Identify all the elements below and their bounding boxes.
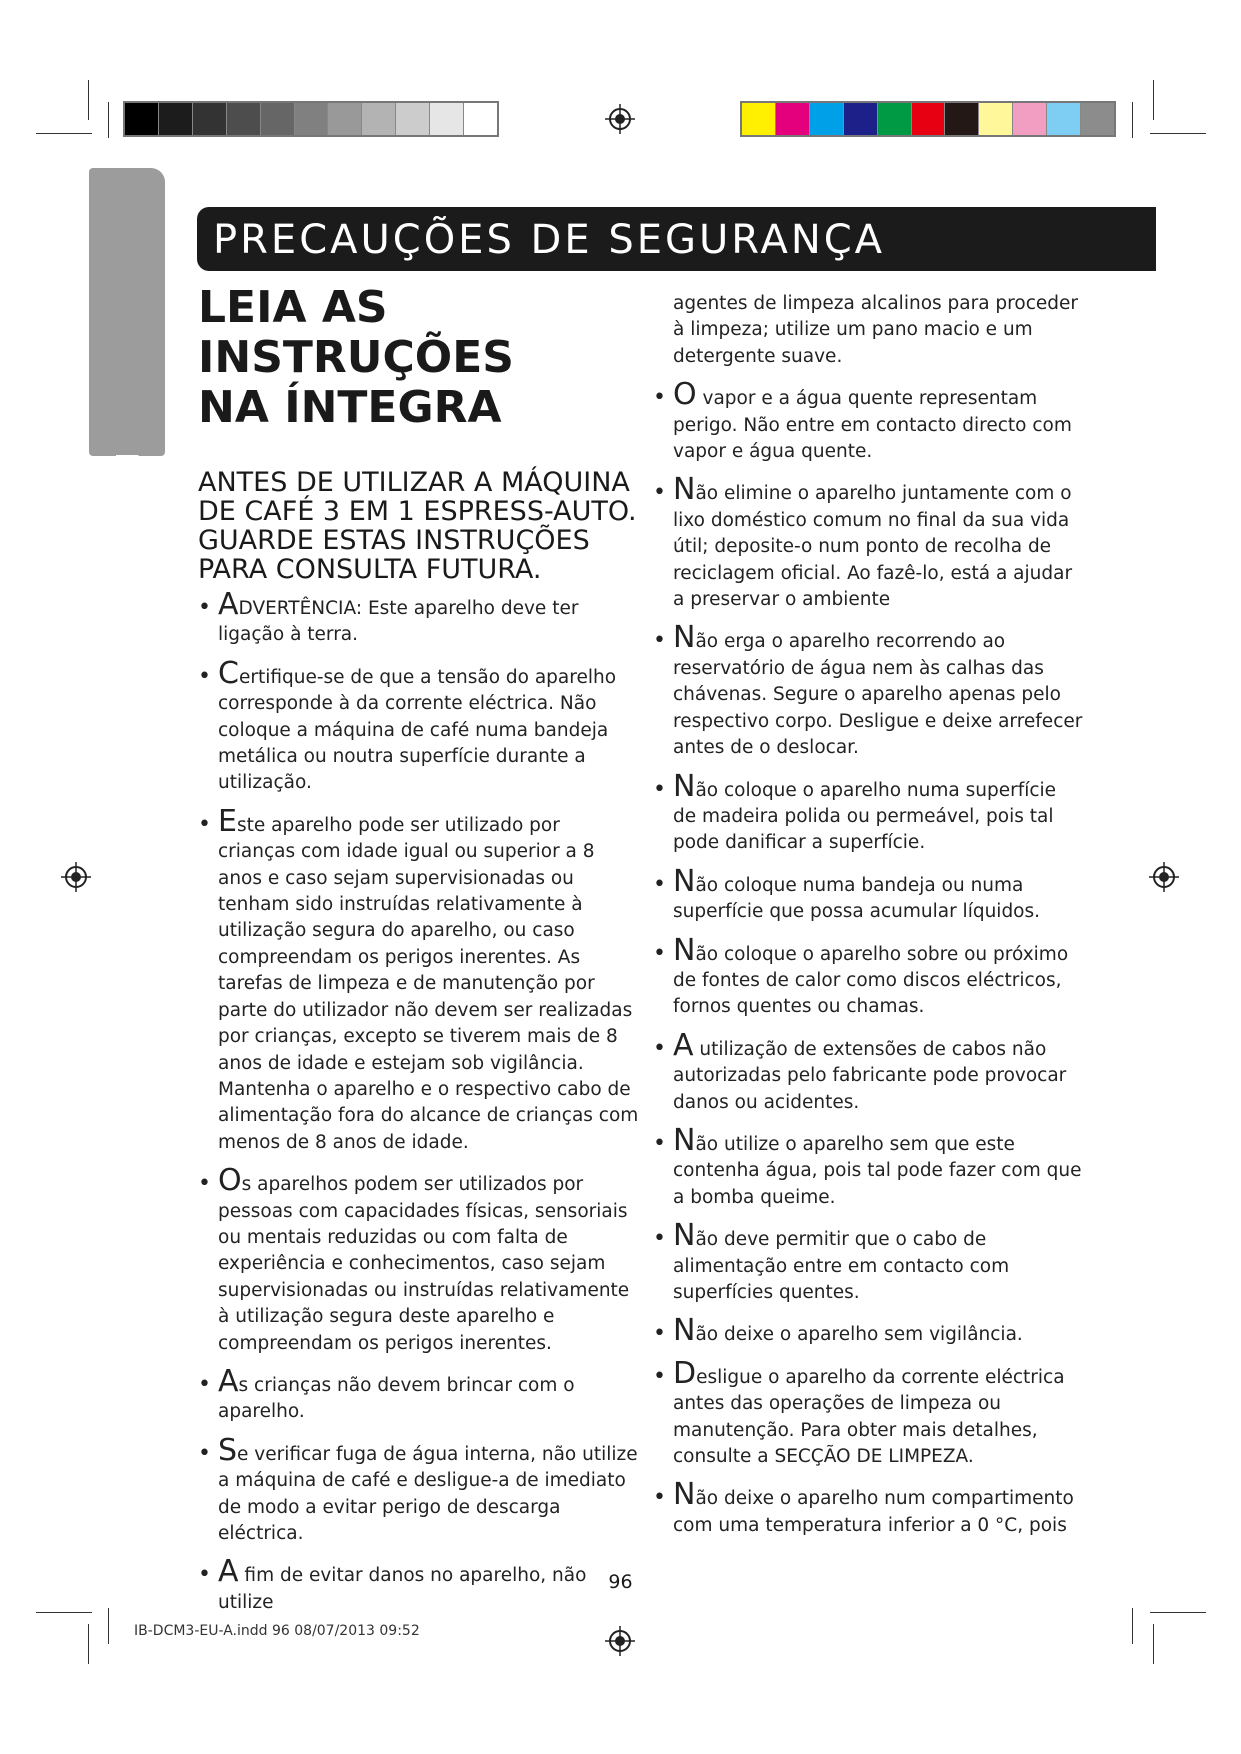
safety-item: • Não deixe o aparelho sem vigilância.: [653, 1318, 1083, 1348]
color-swatch: [125, 103, 159, 135]
main-title-line: NA ÍNTEGRA: [198, 382, 502, 433]
crop-mark: [36, 1612, 92, 1613]
crop-mark: [1150, 1612, 1206, 1613]
main-title-line: INSTRUÇÕES: [198, 332, 514, 383]
crop-mark: [36, 133, 92, 134]
print-slug: IB-DCM3-EU-A.indd 96 08/07/2013 09:52: [134, 1623, 420, 1639]
crop-mark: [1153, 80, 1154, 120]
color-swatch: [776, 103, 810, 135]
color-swatch: [878, 103, 912, 135]
main-title-line: LEIA AS: [198, 282, 388, 333]
main-title: [198, 283, 618, 433]
crop-mark: [1150, 133, 1206, 134]
subtitle: [198, 468, 648, 584]
registration-target-icon: [605, 1626, 635, 1656]
color-swatch: [945, 103, 979, 135]
safety-item: • A fim de evitar danos no aparelho, não utilize: [198, 1559, 640, 1616]
safety-item: • O vapor e a água quente representam perigo. Não entre em contacto directo com vapor e água quente.: [653, 382, 1083, 465]
registration-target-icon: [61, 862, 91, 892]
crop-mark: [108, 1608, 109, 1644]
safety-item: • Não coloque o aparelho sobre ou próximo de fontes de calor como discos eléctricos, fornos quentes ou chamas.: [653, 938, 1083, 1021]
safety-item: • Não utilize o aparelho sem que este contenha água, pois tal pode fazer com que a bomba queime.: [653, 1128, 1083, 1211]
crop-mark: [1132, 102, 1133, 138]
color-swatch: [295, 103, 329, 135]
safety-item: • Não deve permitir que o cabo de alimentação entre em contacto com superfícies quentes.: [653, 1223, 1083, 1306]
section-header: [197, 207, 1156, 271]
color-swatch: [810, 103, 844, 135]
safety-item: • Se verificar fuga de água interna, não utilize a máquina de café e desligue-a de imediato de modo a evitar perigo de descarga eléctrica.: [198, 1438, 640, 1548]
registration-target-icon: [1149, 862, 1179, 892]
color-swatch: [328, 103, 362, 135]
color-swatch: [193, 103, 227, 135]
color-swatch: [979, 103, 1013, 135]
subtitle-line: DE CAFÉ 3 EM 1 ESPRESS-AUTO.: [198, 496, 637, 527]
color-swatch: [844, 103, 878, 135]
subtitle-line: GUARDE ESTAS INSTRUÇÕES: [198, 525, 590, 556]
left-column: [198, 587, 640, 1628]
safety-item: • Não erga o aparelho recorrendo ao reservatório de água nem às calhas das chávenas. Segure o aparelho apenas pelo respectivo corpo. Desligue e deixe arrefecer antes de o deslocar.: [653, 625, 1083, 761]
safety-item: • As crianças não devem brincar com o aparelho.: [198, 1369, 640, 1426]
grayscale-color-bar: [123, 101, 499, 137]
right-column: [653, 291, 1083, 1551]
registration-target-icon: [605, 104, 635, 134]
color-swatch: [430, 103, 464, 135]
safety-item: • Os aparelhos podem ser utilizados por pessoas com capacidades físicas, sensoriais ou mentais reduzidas ou com falta de experiência e conhecimentos, caso sejam supervisionadas ou instruídas relativamente à utilização segura deste aparelho e compreendam os perigos inerentes.: [198, 1168, 640, 1357]
color-swatch: [227, 103, 261, 135]
safety-item: • Certifique-se de que a tensão do aparelho corresponde à da corrente eléctrica. Não coloque a máquina de café numa bandeja metálica ou noutra superfície durante a utilização.: [198, 661, 640, 797]
continued-paragraph: agentes de limpeza alcalinos para proceder à limpeza; utilize um pano macio e um detergente suave.: [673, 293, 1078, 367]
color-swatch: [1013, 103, 1047, 135]
safety-item: • Não elimine o aparelho juntamente com o lixo doméstico comum no final da sua vida útil; deposite-o num ponto de recolha de reciclagem oficial. Ao fazê-lo, está a ajudar a preservar o ambiente: [653, 477, 1083, 613]
crop-mark: [108, 102, 109, 138]
color-swatch: [742, 103, 776, 135]
color-swatch: [912, 103, 946, 135]
color-swatch: [464, 103, 497, 135]
color-swatch: [1047, 103, 1081, 135]
color-swatch: [261, 103, 295, 135]
crop-mark: [88, 1624, 89, 1664]
subtitle-line: PARA CONSULTA FUTURA.: [198, 554, 542, 585]
section-title: PRECAUÇÕES DE SEGURANÇA: [213, 217, 886, 263]
page-number: 96: [608, 1571, 633, 1593]
safety-item: • Desligue o aparelho da corrente eléctrica antes das operações de limpeza ou manutenção. Para obter mais detalhes, consulte a SECÇÃO DE LIMPEZA.: [653, 1361, 1083, 1471]
safety-item: • Não coloque o aparelho numa superfície de madeira polida ou permeável, pois tal pode danificar a superfície.: [653, 774, 1083, 857]
crop-mark: [88, 80, 89, 120]
color-swatch: [159, 103, 193, 135]
safety-item: • Este aparelho pode ser utilizado por crianças com idade igual ou superior a 8 anos e caso sejam supervisionadas ou tenham sido instruídas relativamente à utilização segura do aparelho, ou caso compreendam os perigos inerentes. As tarefas de limpeza e de manutenção por parte do utilizador não devem ser realizadas por crianças, excepto se tiverem mais de 8 anos de idade e estejam sob vigilância. Mantenha o aparelho e o respectivo cabo de alimentação fora do alcance de crianças com menos de 8 anos de idade.: [198, 809, 640, 1156]
safety-item: • Não coloque numa bandeja ou numa superfície que possa acumular líquidos.: [653, 869, 1083, 926]
language-code: PT: [108, 452, 143, 493]
process-color-bar: [740, 101, 1116, 137]
safety-item: • ADVERTÊNCIA: Este aparelho deve ter ligação à terra.: [198, 592, 640, 649]
safety-item: • Não deixe o aparelho num compartimento com uma temperatura inferior a 0 °C, pois: [653, 1482, 1083, 1539]
crop-mark: [1153, 1624, 1154, 1664]
language-tab: [89, 168, 165, 493]
color-swatch: [1081, 103, 1114, 135]
safety-item: • A utilização de extensões de cabos não autorizadas pelo fabricante pode provocar danos ou acidentes.: [653, 1033, 1083, 1116]
subtitle-line: ANTES DE UTILIZAR A MÁQUINA: [198, 467, 630, 498]
crop-mark: [1132, 1608, 1133, 1644]
color-swatch: [362, 103, 396, 135]
color-swatch: [396, 103, 430, 135]
